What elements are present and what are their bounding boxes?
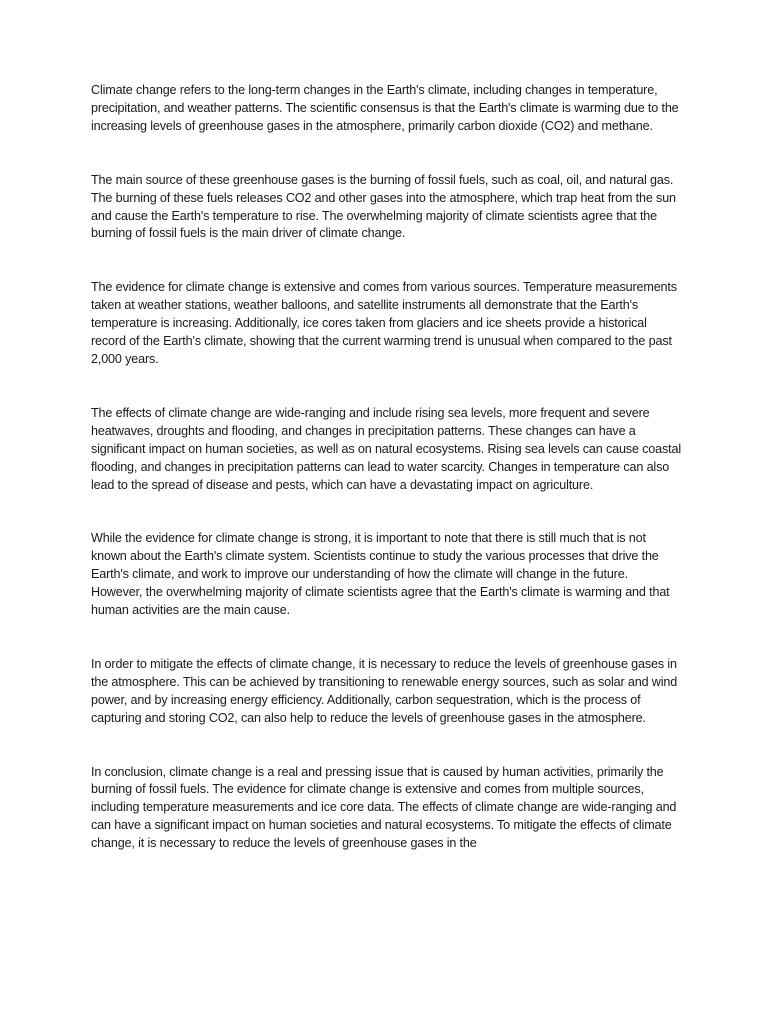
paragraph-mitigation: In order to mitigate the effects of climate change, it is necessary to reduce the levels of greenhouse gases in the atmosphere. This can be achieved by transitioning to renewable energy sources, such as solar and wind power, and by increasing energy efficiency. Additionally, carbon sequestration, which is the process of capturing and storing CO2, can also help to reduce the levels of greenhouse gases in the atmosphere. [91, 656, 678, 725]
paragraph-evidence: The evidence for climate change is extensive and comes from various sources. Temperature measurements taken at weather stations, weather balloons, and satellite instruments all demonstrate that the Earth's temperature is increasing. Additionally, ice cores taken from glaciers and ice sheets provide a historical record of the Earth's climate, showing that the current warming trend is unusual when compared to the past 2,000 years. [91, 280, 677, 366]
document-body [91, 82, 681, 853]
paragraph-fossil-fuels: The main source of these greenhouse gases is the burning of fossil fuels, such as coal, oil, and natural gas. The burning of these fuels releases CO2 and other gases into the atmosphere, which trap heat from the sun and cause the Earth's temperature to rise. The overwhelming majority of climate scientists agree that the burning of fossil fuels is the main driver of climate change. [91, 172, 676, 241]
paragraph-uncertainty: While the evidence for climate change is strong, it is important to note that there is still much that is not known about the Earth's climate system. Scientists continue to study the various processes that drive the Earth's climate, and work to improve our understanding of how the climate will change in the future. However, the overwhelming majority of climate scientists agree that the Earth's climate is warming and that human activities are the main cause. [91, 531, 670, 618]
paragraph-conclusion: In conclusion, climate change is a real and pressing issue that is caused by human activities, primarily the burning of fossil fuels. The evidence for climate change is extensive and comes from multiple sources, including temperature measurements and ice core data. The effects of climate change are wide-ranging and can have a significant impact on human societies and natural ecosystems. To mitigate the effects of climate change, it is necessary to reduce the levels of greenhouse gases in the [91, 764, 677, 851]
paragraph-definition: Climate change refers to the long-term changes in the Earth's climate, including changes in temperature, precipitation, and weather patterns. The scientific consensus is that the Earth's climate is warming due to the increasing levels of greenhouse gases in the atmosphere, primarily carbon dioxide (CO2) and methane. [91, 83, 679, 133]
paragraph-effects: The effects of climate change are wide-ranging and include rising sea levels, more frequent and severe heatwaves, droughts and flooding, and changes in precipitation patterns. These changes can have a significant impact on human societies, as well as on natural ecosystems. Rising sea levels can cause coastal flooding, and changes in precipitation patterns can lead to water scarcity. Changes in temperature can also lead to the spread of disease and pests, which can have a devastating impact on agriculture. [91, 405, 681, 492]
